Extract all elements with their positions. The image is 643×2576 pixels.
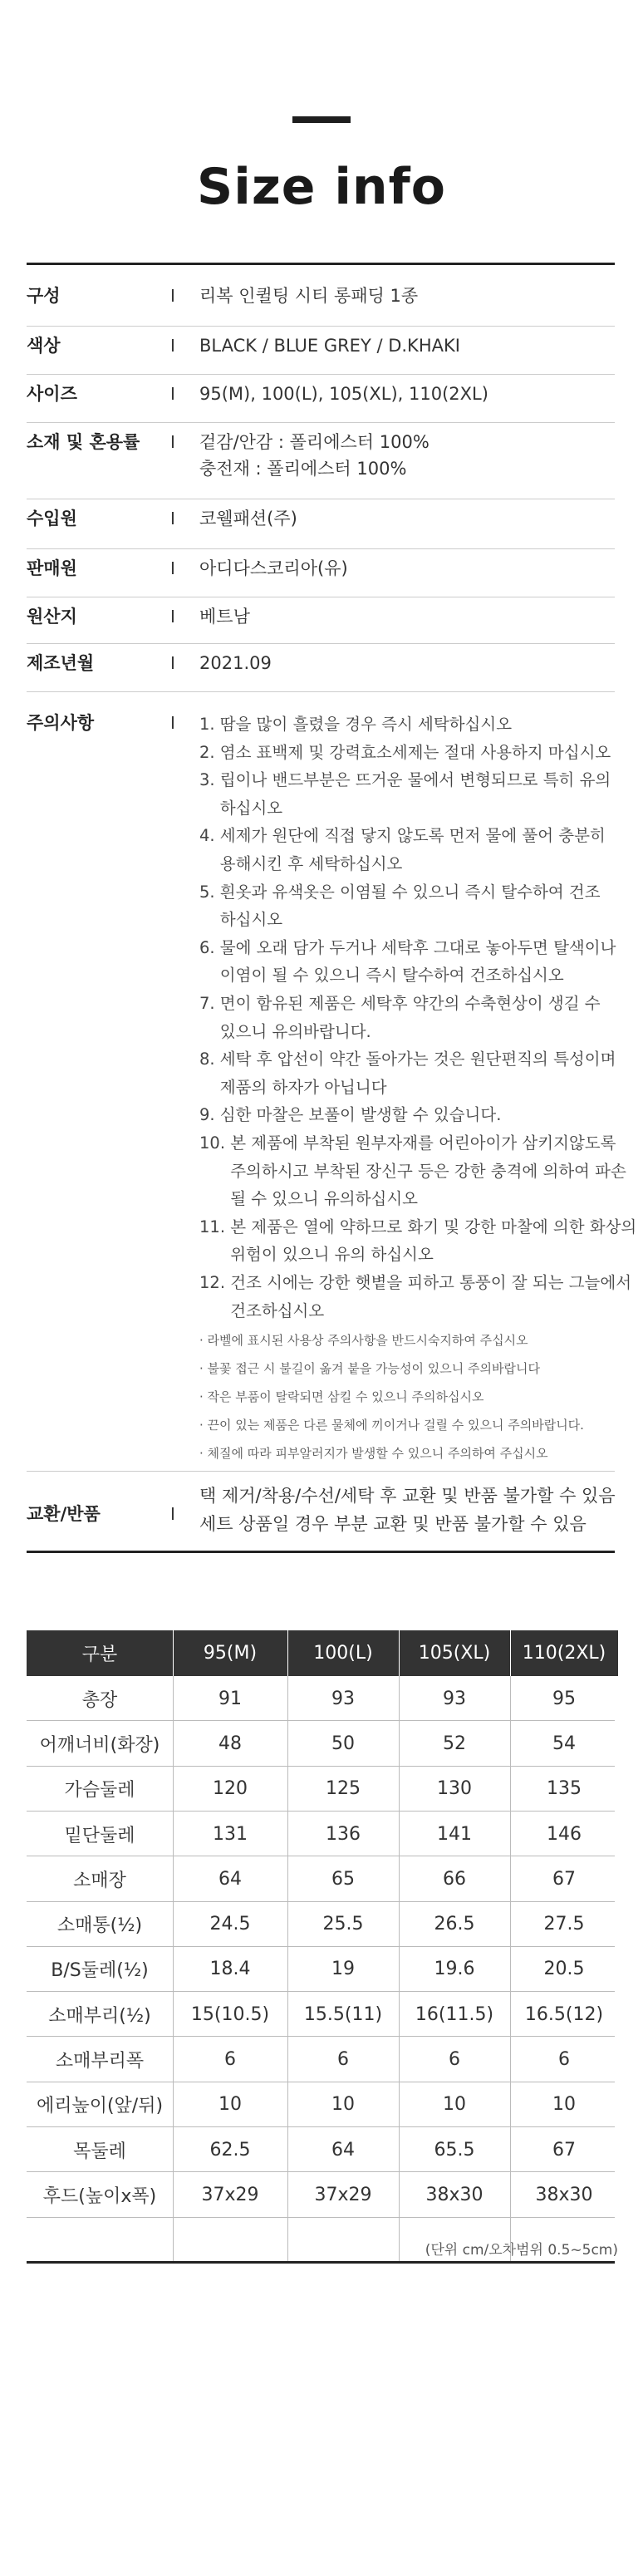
table-header-cell: 95(M): [173, 1630, 287, 1676]
size-value: 135: [547, 1778, 582, 1800]
row-label: 에리높이(앞/뒤): [36, 2096, 164, 2117]
row-label: 소매장: [73, 1870, 126, 1891]
caution-line: 될 수 있으니 유의하십시오: [199, 1189, 418, 1209]
section-top-rule: [27, 263, 615, 265]
size-value: 67: [552, 1868, 576, 1890]
info-value: 충전재 : 폴리에스터 100%: [199, 459, 407, 479]
size-value: 64: [331, 2139, 355, 2161]
size-value: 38x30: [535, 2184, 593, 2205]
size-value: 6: [337, 2049, 349, 2071]
table-column-divider: [287, 1676, 288, 2263]
caution-line: 주의하시고 부착된 장신구 등은 강한 충격에 의하여 파손: [199, 1161, 626, 1181]
table-header-cell: 105(XL): [399, 1630, 510, 1676]
caution-label: 주의사항: [27, 713, 95, 733]
info-label: 제조년월: [27, 653, 95, 673]
info-value: 2021.09: [199, 653, 272, 673]
info-value: 아디다스코리아(유): [199, 558, 348, 578]
row-divider: [27, 422, 615, 423]
size-value: 10: [443, 2094, 466, 2116]
size-value: 10: [552, 2094, 576, 2116]
row-label: 가슴둘레: [64, 1780, 135, 1802]
row-label: 후드(높이x폭): [42, 2185, 157, 2207]
info-label: 판매원: [27, 558, 77, 578]
info-separator: I: [170, 558, 175, 578]
info-separator: I: [170, 432, 175, 452]
caution-note: · 작은 부품이 탈락되면 삼킬 수 있으니 주의하십시오: [199, 1389, 484, 1405]
caution-note: · 라벨에 표시된 사용상 주의사항을 반드시숙지하여 주십시오: [199, 1333, 528, 1349]
size-value: 136: [326, 1823, 361, 1845]
caution-line: 5. 흰옷과 유색옷은 이염될 수 있으니 즉시 탈수하여 건조: [199, 882, 601, 902]
size-value: 48: [218, 1733, 242, 1754]
caution-line: 있으니 유의바랍니다.: [199, 1021, 371, 1041]
row-divider: [27, 326, 615, 327]
info-value: 95(M), 100(L), 105(XL), 110(2XL): [199, 384, 488, 404]
size-value: 64: [218, 1868, 242, 1890]
size-value: 24.5: [209, 1914, 251, 1935]
caution-line: 12. 건조 시에는 강한 햇볕을 피하고 통풍이 잘 되는 그늘에서: [199, 1273, 632, 1292]
info-label: 색상: [27, 336, 61, 356]
table-column-divider: [510, 1676, 511, 2263]
row-label: 어깨너비(화장): [39, 1734, 160, 1756]
size-value: 93: [331, 1688, 355, 1709]
size-footnote: (단위 cm/오차범위 0.5~5cm): [425, 2242, 618, 2259]
size-value: 37x29: [314, 2184, 372, 2205]
caution-line: 4. 세제가 원단에 직접 닿지 않도록 먼저 물에 풀어 충분히: [199, 826, 606, 846]
row-divider: [27, 548, 615, 549]
size-value: 19: [331, 1959, 355, 1980]
row-label: [27, 2218, 173, 2263]
info-separator: I: [170, 509, 175, 528]
row-label: 목둘레: [73, 2141, 126, 2162]
info-label: 구성: [27, 286, 61, 306]
caution-line: 위험이 있으니 유의 하십시오: [199, 1245, 434, 1265]
row-label: B/S둘레(½): [51, 1960, 149, 1982]
size-value: 20.5: [543, 1959, 585, 1980]
size-value: 125: [326, 1778, 361, 1800]
section-bottom-rule: [27, 1551, 615, 1553]
size-value: 10: [331, 2094, 355, 2116]
caution-line: 하십시오: [199, 910, 283, 930]
caution-line: 이염이 될 수 있으니 즉시 탈수하여 건조하십시오: [199, 966, 564, 986]
size-value: 50: [331, 1733, 355, 1754]
size-value: 67: [552, 2139, 576, 2161]
caution-note: · 끈이 있는 제품은 다른 물체에 끼이거나 걸릴 수 있으니 주의바랍니다.: [199, 1418, 584, 1433]
row-divider: [27, 691, 615, 692]
info-value: 겉감/안감 : 폴리에스터 100%: [199, 432, 429, 452]
info-label: 사이즈: [27, 384, 77, 404]
row-label: 총장: [81, 1689, 118, 1711]
info-label: 소재 및 혼용률: [27, 432, 140, 452]
header-column-divider: [287, 1630, 288, 1676]
size-value: 141: [437, 1823, 472, 1845]
size-value: 37x29: [201, 2184, 259, 2205]
caution-line: 건조하십시오: [199, 1300, 325, 1320]
size-value: 38x30: [425, 2184, 483, 2205]
exchange-label: 교환/반품: [27, 1504, 101, 1524]
table-header-cell: 100(L): [287, 1630, 399, 1676]
size-value: 26.5: [434, 1914, 475, 1935]
size-value: 91: [218, 1688, 242, 1709]
size-value: 54: [552, 1733, 576, 1754]
size-value: 15.5(11): [303, 2003, 383, 2025]
table-header-cell: 110(2XL): [510, 1630, 618, 1676]
table-header-cell: 구분: [27, 1630, 173, 1676]
info-separator: I: [170, 286, 175, 306]
row-divider: [27, 374, 615, 375]
caution-note: · 체질에 따라 피부알러지가 발생할 수 있으니 주의하여 주십시오: [199, 1446, 548, 1462]
header-column-divider: [399, 1630, 400, 1676]
caution-line: 6. 물에 오래 담가 두거나 세탁후 그대로 놓아두면 탈색이나: [199, 937, 616, 957]
caution-line: 1. 땀을 많이 흘렸을 경우 즉시 세탁하십시오: [199, 715, 513, 734]
caution-line: 8. 세탁 후 압선이 약간 돌아가는 것은 원단편직의 특성이며: [199, 1050, 616, 1069]
info-label: 원산지: [27, 607, 77, 627]
info-separator: I: [170, 384, 175, 404]
size-value: 146: [547, 1823, 582, 1845]
header-column-divider: [510, 1630, 511, 1676]
caution-line: 제품의 하자가 아닙니다: [199, 1077, 387, 1097]
size-value: 65.5: [434, 2139, 475, 2161]
exchange-line: 택 제거/착용/수선/세탁 후 교환 및 반품 불가할 수 있음: [199, 1486, 616, 1506]
row-label: 밑단둘레: [64, 1825, 135, 1846]
size-value: 93: [443, 1688, 466, 1709]
size-value: 16.5(12): [524, 2003, 604, 2025]
size-value: [287, 2218, 399, 2263]
caution-line: 10. 본 제품에 부착된 원부자재를 어린아이가 삼키지않도록: [199, 1133, 616, 1153]
row-divider: [27, 1471, 615, 1472]
table-bottom-rule: [27, 2261, 615, 2264]
info-separator: I: [170, 607, 175, 627]
size-value: 120: [213, 1778, 248, 1800]
size-value: 62.5: [209, 2139, 251, 2161]
info-value: 리복 인퀼팅 시티 롱패딩 1종: [199, 286, 419, 306]
table-column-divider: [173, 1676, 174, 2263]
page-title: Size info: [197, 158, 446, 216]
caution-line: 11. 본 제품은 열에 약하므로 화기 및 강한 마찰에 의한 화상의: [199, 1217, 637, 1236]
info-value: BLACK / BLUE GREY / D.KHAKI: [199, 336, 460, 356]
info-separator: I: [170, 336, 175, 356]
info-value: 코웰패션(주): [199, 509, 297, 528]
size-value: [173, 2218, 287, 2263]
size-value: 10: [218, 2094, 242, 2116]
size-value: 6: [449, 2049, 460, 2071]
row-label: 소매부리폭: [55, 2051, 145, 2072]
caution-line: 2. 염소 표백제 및 강력효소세제는 절대 사용하지 마십시오: [199, 742, 611, 762]
size-value: 66: [443, 1868, 466, 1890]
size-value: 6: [558, 2049, 570, 2071]
exchange-line: 세트 상품일 경우 부분 교환 및 반품 불가할 수 있음: [199, 1514, 587, 1534]
caution-line: 하십시오: [199, 798, 283, 818]
caution-separator: I: [170, 713, 175, 733]
size-value: 27.5: [543, 1914, 585, 1935]
size-value: 16(11.5): [415, 2003, 494, 2025]
size-value: 18.4: [209, 1959, 251, 1980]
size-value: 15(10.5): [190, 2003, 270, 2025]
caution-line: 7. 면이 함유된 제품은 세탁후 약간의 수축현상이 생길 수: [199, 994, 601, 1013]
row-label: 소매통(½): [56, 1915, 143, 1937]
exchange-separator: I: [170, 1504, 175, 1524]
header-column-divider: [173, 1630, 174, 1676]
row-divider: [27, 643, 615, 644]
size-value: 52: [443, 1733, 466, 1754]
table-column-divider: [399, 1676, 400, 2263]
size-value: 131: [213, 1823, 248, 1845]
size-value: 25.5: [322, 1914, 364, 1935]
size-value: 19.6: [434, 1959, 475, 1980]
info-value: 베트남: [199, 607, 250, 627]
info-label: 수입원: [27, 509, 77, 528]
size-value: 6: [224, 2049, 236, 2071]
size-value: 130: [437, 1778, 472, 1800]
caution-line: 용해시킨 후 세탁하십시오: [199, 854, 403, 873]
info-separator: I: [170, 653, 175, 673]
row-label: 소매부리(½): [48, 2005, 151, 2027]
size-value: 65: [331, 1868, 355, 1890]
caution-line: 3. 립이나 밴드부분은 뜨거운 물에서 변형되므로 특히 유의: [199, 770, 611, 790]
size-value: 95: [552, 1688, 576, 1709]
caution-note: · 불꽃 접근 시 불길이 옮겨 붙을 가능성이 있으니 주의바랍니다: [199, 1361, 540, 1377]
caution-line: 9. 심한 마찰은 보풀이 발생할 수 있습니다.: [199, 1105, 502, 1125]
top-accent-bar: [292, 116, 351, 123]
